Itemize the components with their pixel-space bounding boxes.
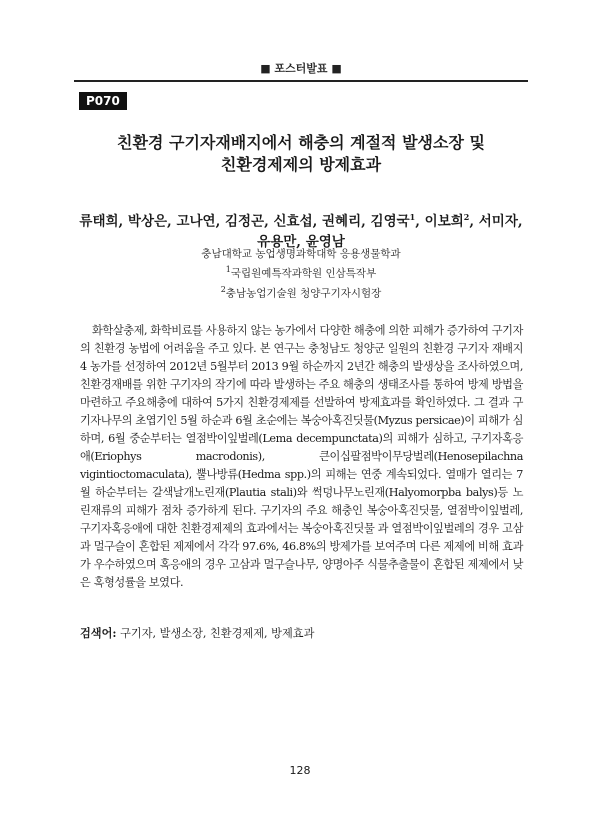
affiliations bbox=[74, 247, 528, 301]
page-number: 128 bbox=[289, 764, 311, 777]
author-sup-2: 2 bbox=[463, 212, 470, 222]
affiliation-1-sup: 1 bbox=[225, 265, 231, 274]
header-divider bbox=[74, 80, 528, 82]
authors-pre: 류태희, 박상은, 고나연, 김정곤, 신효섭, 권혜리, 김영국 bbox=[79, 213, 410, 230]
authors-post: , 서미자, bbox=[469, 213, 523, 230]
title-line-2: 친환경제제의 방제효과 bbox=[220, 155, 382, 174]
title-line-1: 친환경 구기자재배지에서 해충의 계절적 발생소장 및 bbox=[117, 133, 485, 152]
affiliation-1 bbox=[74, 262, 528, 282]
affiliation-2-sup: 2 bbox=[220, 284, 226, 294]
paper-code-badge: P070 bbox=[79, 92, 127, 110]
keywords-label: 검색어: bbox=[80, 626, 117, 640]
abstract-text: 화학살충제, 화학비료를 사용하지 않는 농가에서 다양한 해충에 의한 피해가 증가하여 구기자의 친환경 농법에 어려움을 주고 있다. 본 연구는 충청남도 청양군 일원의 친환경 구기자 재배지 4 농가를 선정하여 2012년 5월부터 2013 9월 하순까지 2년간 해충의 발생상을 조사하였으며, 친환경재배를 위한 구기자의 작기에 따라 발생하는 주요 해충의 생태조사를 통하여 방제 방법을 마련하고 주요해충에 대하여 5가지 친환경제제를 선발하여 방제효과를 확인하였다. 그 결과 구기자나무의 초엽기인 5월 하순과 6월 초순에는 복숭아혹진딧물(Myzus persicae)이 피해가 심하며, 6월 중순부터는 열점박이잎벌레(Lema decempunctata)의 피해가 심하고, 구기자혹응애(Eriophys macrodonis), 큰이십팔점박이무당벌레(Henosepilachna vigintioctomaculata), 뿔나방류(Hedma spp.)의 피해는 연중 계속되었다. 열매가 열리는 7월 하순부터는 갈색날개노린재(Plautia stali)와 썩덩나무노린재(Halyomorpba balys)등 노린재류의 피해가 점차 증가하게 된다. 구기자의 주요 해충인 복숭아혹진딧물, 열점박이잎벌레, 구기자혹응애에 대한 친환경제제의 효과에서는 복숭아혹진딧물 과 열점박이잎벌레의 경우 고삼과 멀구슬이 혼합된 제제에서 각각 97.6%, 46.8%의 방제가를 보여주며 다른 제제에 비해 효과가 우수하였으며 혹응애의 경우 고삼과 멀구슬나무, 양명아주 식물추출물이 혼합된 제제에서 낮은 혹형성률을 보였다. bbox=[80, 324, 523, 589]
authors-mid: , 이보희 bbox=[415, 213, 464, 230]
author-sup-1: 1 bbox=[409, 212, 416, 222]
author-list bbox=[74, 207, 528, 252]
affiliation-1-text: 국립원예특작과학원 인삼특작부 bbox=[230, 267, 377, 280]
keywords bbox=[80, 624, 523, 643]
affiliation-main: 충남대학교 농업생명과학대학 응용생물학과 bbox=[201, 248, 401, 260]
affiliation-2-text: 충남농업기술원 청양구기자시험장 bbox=[225, 287, 382, 299]
affiliation-2 bbox=[74, 282, 528, 302]
paper-title bbox=[74, 132, 528, 176]
authors-line-1 bbox=[74, 207, 528, 232]
authors-line-2: 유용만, 윤영남 bbox=[257, 233, 345, 250]
section-header: ■ 포스터발표 ■ bbox=[260, 62, 342, 75]
keywords-text: 구기자, 발생소장, 친환경제제, 방제효과 bbox=[116, 627, 315, 640]
